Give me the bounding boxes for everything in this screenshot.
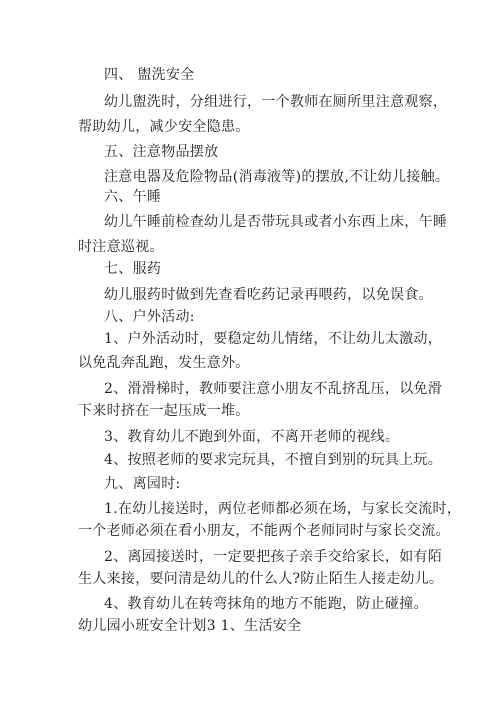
- paragraph-line: 4、教育幼儿在转弯抹角的地方不能跑，防止碰撞。: [104, 596, 428, 612]
- section-heading-leaving-kindergarten: 九、离园时:: [104, 476, 181, 492]
- paragraph-line: 4、按照老师的要求完玩具，不擅自到别的玩具上玩。: [104, 452, 443, 468]
- paragraph-line: 1、户外活动时，要稳定幼儿情绪，不让幼儿太激动，: [104, 331, 443, 347]
- paragraph-line: 下来时挤在一起压成一堆。: [78, 403, 250, 419]
- paragraph-line: 幼儿盥洗时，分组进行，一个教师在厕所里注意观察，: [104, 94, 448, 110]
- section-heading-medication: 七、服药: [104, 261, 162, 277]
- paragraph-line: 生人来接，要问清是幼儿的什么人?防止陌生人接走幼儿。: [78, 571, 444, 587]
- paragraph-line: 2、滑滑梯时，教师要注意小朋友不乱挤乱压，以免滑: [104, 381, 443, 397]
- paragraph-line: 帮助幼儿，减少安全隐患。: [78, 119, 250, 135]
- paragraph-line: 注意电器及危险物品(消毒液等)的摆放,不让幼儿接触。: [104, 169, 450, 185]
- paragraph-line: 3、教育幼儿不跑到外面，不离开老师的视线。: [104, 429, 400, 445]
- paragraph-line: 幼儿服药时做到先查看吃药记录再喂药，以免误食。: [104, 287, 433, 303]
- paragraph-line: 幼儿午睡前检查幼儿是否带玩具或者小东西上床，午睡: [104, 214, 448, 230]
- section-heading-outdoor-activities: 八、户外活动:: [104, 309, 195, 325]
- section-heading-washing-safety: 四、 盥洗安全: [104, 67, 195, 83]
- paragraph-line: 1.在幼儿接送时，两位老师都必须在场，与家长交流时，: [104, 501, 462, 517]
- paragraph-line: 以免乱奔乱跑，发生意外。: [78, 355, 250, 371]
- plan-title-line: 幼儿园小班安全计划3 1、生活安全: [78, 618, 302, 634]
- section-heading-nap: 六、午睡: [104, 189, 162, 205]
- paragraph-line: 时注意巡视。: [78, 239, 164, 255]
- paragraph-line: 2、离园接送时，一定要把孩子亲手交给家长，如有陌: [104, 549, 443, 565]
- section-heading-item-placement: 五、注意物品摆放: [104, 144, 219, 160]
- paragraph-line: 一个老师必须在看小朋友，不能两个老师同时与家长交流。: [78, 523, 450, 539]
